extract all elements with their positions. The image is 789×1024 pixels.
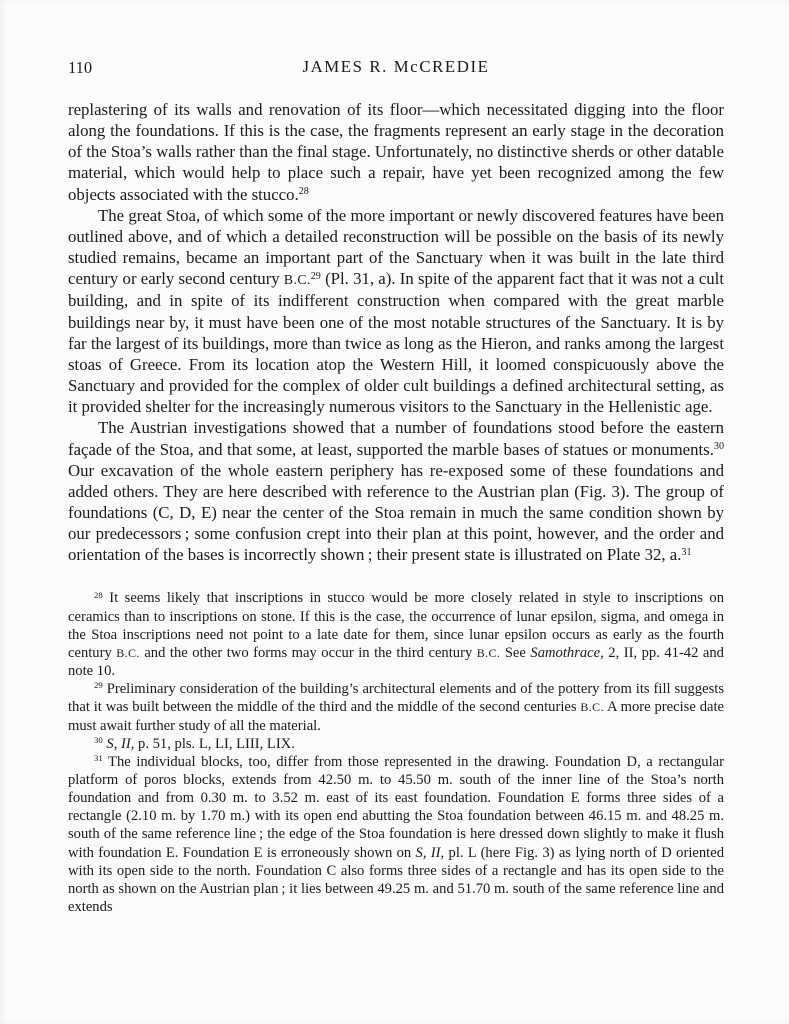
- footnote-marker: 29: [94, 680, 103, 691]
- text-run: , p. 51, pls. L, LI, LIII, LIX.: [130, 735, 295, 752]
- page-header: [68, 57, 724, 78]
- text-run: Preliminary consideration of the building’s architectural elements and of the pottery from its fill suggests that it was built between the middle of the third and the middle of the second centuries: [68, 681, 724, 716]
- text-run: , 2, II, pp. 41-42 and note 10.: [68, 644, 724, 680]
- footnote-30: [68, 735, 724, 753]
- paragraph-3: [68, 417, 724, 565]
- footnote-31: [68, 753, 724, 916]
- text-run: replastering of its walls and renovation of its floor—which necessitated digging into the floor along the foundations. If this is the case, the fragments represent an early stage in the decoration of the Stoa’s walls rather than the final stage. Unfortunately, no distinctive sherds or other datable material, which would help to place such a repair, have yet been recognized among the few objects associated with the stucco.: [68, 100, 724, 204]
- page-number: 110: [68, 58, 93, 77]
- smallcaps-run: B.C.: [476, 645, 501, 660]
- text-run: and the other two forms may occur in the third century: [139, 644, 477, 661]
- page-content: [68, 57, 724, 916]
- footnote-marker: 28: [94, 589, 103, 600]
- text-run: The individual blocks, too, differ from those represented in the drawing. Foundation D, a rectangular platform of poros blocks, extends from 42.50 m. to 45.50 m. south of the inner line of the Stoa’s north foundation and from 0.30 m. to 3.52 m. east of its east foundation. Foundation E forms three sides of a rectangle (2.10 m. by 1.70 m.) with its open end abutting the Stoa foundation between 46.15 m. and 48.25 m. south of the same reference line ; the edge of the Stoa foundation is here dressed down slightly to make it flush with foundation E. Foundation E is erroneously shown on: [68, 753, 724, 861]
- footnotes-section: [68, 589, 724, 916]
- text-run: A more precise date must await further study of all the material.: [68, 699, 724, 734]
- footnote-marker: 30: [94, 734, 103, 745]
- text-run: The Austrian investigations showed that a number of foundations stood before the eastern façade of the Stoa, and that some, at least, supported the marble bases of statues or monuments.: [68, 418, 724, 459]
- text-run: (Pl. 31, a). In spite of the apparent fact that it was not a cult building, and in spite of its indifferent construction when compared with the great marble buildings near by, it must have been one of the most notable structures of the Sanctuary. It is by far the largest of its buildings, more than twice as long as the Hieron, and ranks among the largest stoas of Greece. From its location atop the Western Hill, it loomed conspicuously above the Sanctuary and provided for the complex of older cult buildings a defined architectural setting, as it provided shelter for the increasingly numerous visitors to the Sanctuary in the Hellenistic age.: [68, 269, 724, 417]
- footnote-marker: 31: [94, 753, 103, 764]
- italic-run: Samothrace: [530, 644, 601, 661]
- text-run: , pl. L (here Fig. 3) as lying north of D oriented with its open side to the north. Foundation C also forms three sides of a rectangle and has its open side to the north as shown on the Austrian plan ; it lies between 49.25 m. and 51.70 m. south of the same reference line and extends: [68, 844, 724, 916]
- footnote-28: [68, 589, 724, 680]
- text-run: See: [500, 644, 531, 661]
- footnote-ref: 31: [681, 546, 692, 558]
- smallcaps-run: B.C.: [580, 700, 604, 715]
- article-body: [68, 99, 724, 565]
- italic-run: S, II: [106, 735, 131, 752]
- footnote-ref: 29: [310, 270, 321, 282]
- paragraph-2: [68, 205, 724, 418]
- text-run: It seems likely that inscriptions in stucco would be more closely related in style to inscriptions on ceramics than to inscriptions on stone. If this is the case, the occurrence of lunar epsilon, sigma, and omega in the Stoa inscriptions need not point to a late date for them, since lunar epsilon occurs as early as the fourth century: [68, 590, 724, 661]
- footnote-29: [68, 680, 724, 734]
- running-head-author: JAMES R. McCREDIE: [302, 57, 490, 76]
- text-run: The great Stoa, of which some of the more important or newly discovered features have been outlined above, and of which a detailed reconstruction will be possible on the basis of its newly studied remains, became an important part of the Sanctuary when it was built in the late third century or early second century: [68, 205, 724, 289]
- italic-run: S, II: [415, 844, 441, 861]
- smallcaps-run: B.C.: [116, 645, 140, 660]
- footnote-ref: 30: [713, 440, 724, 452]
- text-run: Our excavation of the whole eastern periphery has re-exposed some of these foundations and added others. They are here described with reference to the Austrian plan (Fig. 3). The group of foundations (C, D, E) near the center of the Stoa remain in much the same condition shown by our predecessors ; some confusion crept into their plan at this point, however, and the order and orientation of the bases is incorrectly shown ; their present state is illustrated on Plate 32, a.: [68, 460, 724, 565]
- footnote-ref: 28: [298, 186, 309, 198]
- smallcaps-run: B.C.: [283, 272, 311, 288]
- paragraph-1: [68, 99, 724, 205]
